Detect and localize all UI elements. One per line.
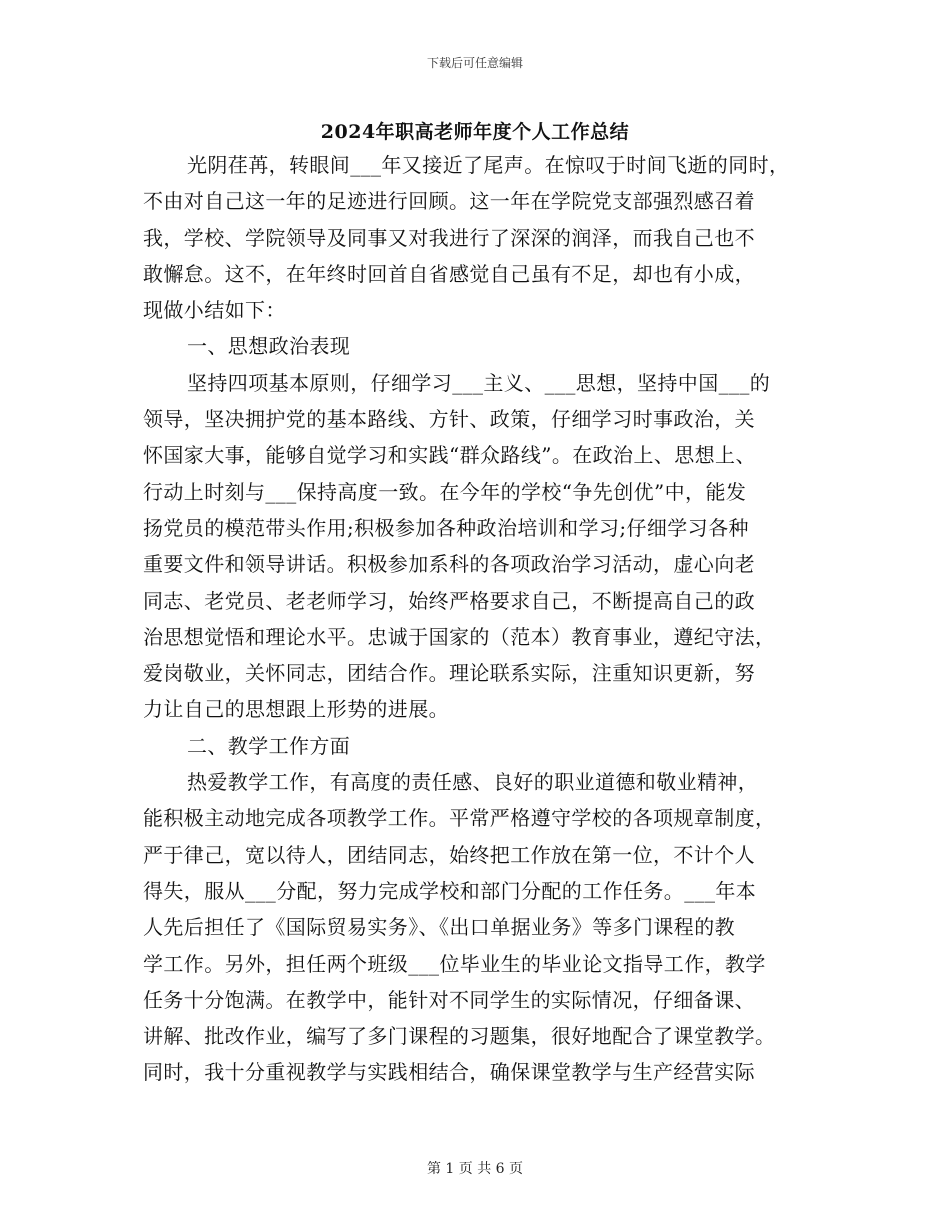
section-heading: 二、教学工作方面 (187, 733, 351, 758)
paragraph-line: 不由对自己这一年的足迹进行回顾。这一年在学院党支部强烈感召着 (143, 189, 755, 214)
paragraph-line: 任务十分饱满。在教学中，能针对不同学生的实际情况，仔细备课、 (143, 987, 755, 1012)
paragraph-line: 讲解、批改作业，编写了多门课程的习题集，很好地配合了课堂教学。 (143, 1024, 776, 1049)
page-number: 第 1 页 共 6 页 (426, 1161, 524, 1177)
paragraph-line: 力让自己的思想跟上形势的进展。 (143, 697, 449, 722)
paragraph-line: 同志、老党员、老老师学习，始终严格要求自己，不断提高自己的政 (143, 588, 755, 613)
document-title: 2024年职高老师年度个人工作总结 (320, 121, 630, 143)
paragraph-line: 现做小结如下： (143, 298, 286, 323)
paragraph-line: 学工作。另外，担任两个班级___位毕业生的毕业论文指导工作，教学 (143, 951, 766, 976)
paragraph-line: 扬党员的模范带头作用;积极参加各种政治培训和学习;仔细学习各种 (143, 515, 749, 540)
section-heading: 一、思想政治表现 (187, 334, 351, 359)
paragraph-line: 热爱教学工作，有高度的责任感、良好的职业道德和敬业精神， (187, 770, 759, 795)
paragraph-line: 人先后担任了《国际贸易实务》、《出口单据业务》等多门课程的教 (143, 915, 735, 940)
document-body (143, 147, 807, 1091)
paragraph-line: 同时，我十分重视教学与实践相结合，确保课堂教学与生产经营实际 (143, 1060, 755, 1085)
paragraph-line: 行动上时刻与___保持高度一致。在今年的学校“争先创优”中，能发 (143, 479, 747, 504)
paragraph-line: 我，学校、学院领导及同事又对我进行了深深的润泽，而我自己也不 (143, 225, 755, 250)
paragraph-line: 怀国家大事，能够自觉学习和实践“群众路线”。在政治上、思想上、 (143, 443, 756, 468)
paragraph-line: 敢懈怠。这不，在年终时回首自省感觉自己虽有不足，却也有小成， (143, 261, 755, 286)
header-note: 下载后可任意编辑 (426, 56, 523, 70)
paragraph-line: 得失，服从___分配，努力完成学校和部门分配的工作任务。___年本 (143, 878, 757, 903)
paragraph-line: 能积极主动地完成各项教学工作。平常严格遵守学校的各项规章制度， (143, 806, 776, 831)
paragraph-line: 重要文件和领导讲话。积极参加系科的各项政治学习活动，虚心向老 (143, 552, 755, 577)
paragraph-line: 光阴荏苒，转眼间___年又接近了尾声。在惊叹于时间飞逝的同时， (187, 153, 790, 177)
paragraph-line: 领导，坚决拥护党的基本路线、方针、政策，仔细学习时事政治，关 (143, 407, 755, 432)
paragraph-line: 坚持四项基本原则，仔细学习___主义、___思想，坚持中国___的 (187, 370, 771, 395)
paragraph-line: 爱岗敬业，关怀同志，团结合作。理论联系实际，注重知识更新，努 (143, 661, 755, 686)
paragraph-line: 严于律己，宽以待人，团结同志，始终把工作放在第一位，不计个人 (143, 842, 755, 867)
paragraph-line: 治思想觉悟和理论水平。忠诚于国家的（范本）教育事业，遵纪守法， (143, 624, 776, 649)
